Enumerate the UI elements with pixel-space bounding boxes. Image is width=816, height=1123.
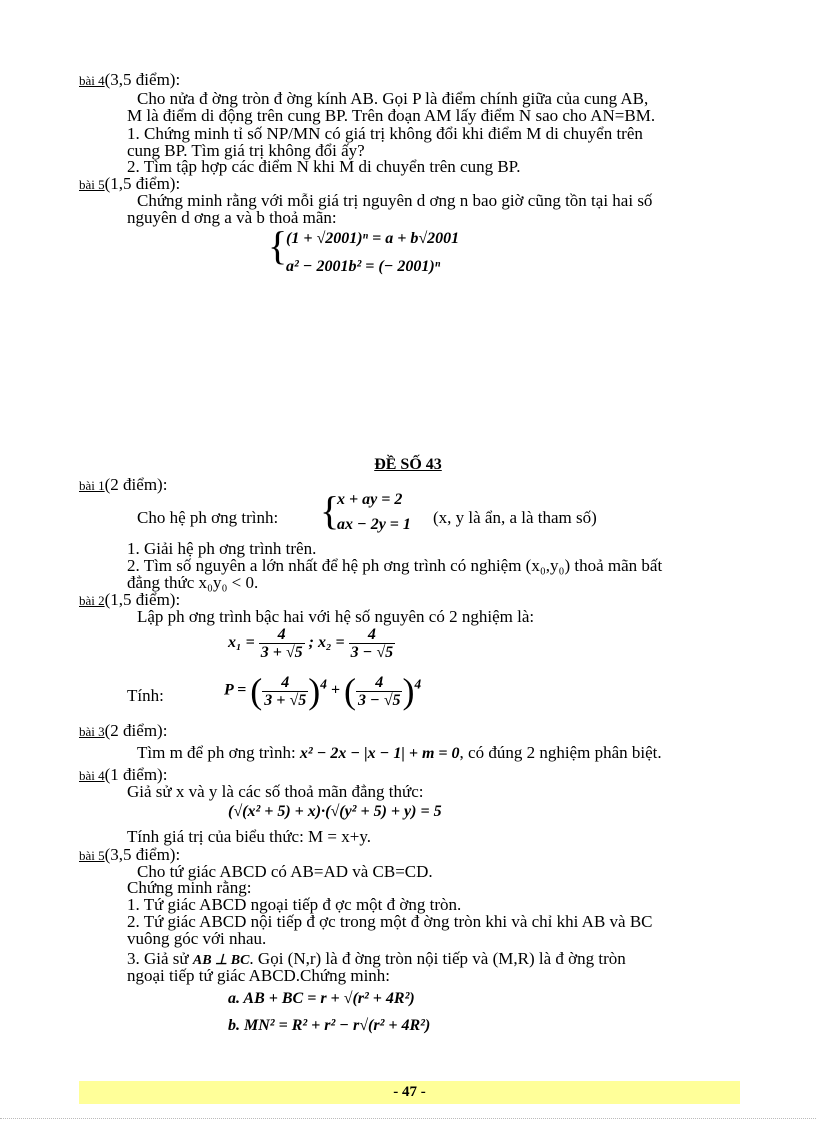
fraction	[356, 674, 402, 709]
numerator: 4	[356, 674, 402, 692]
plus: +	[330, 681, 340, 699]
equation: b. MN² = R² + r² − r√(r² + 4R²)	[228, 1017, 431, 1034]
fraction	[262, 674, 308, 709]
fraction	[349, 626, 395, 661]
text-line	[137, 744, 662, 763]
denominator: 3 + √5	[260, 644, 303, 661]
numerator: 4	[262, 674, 308, 692]
paren: )	[402, 671, 415, 711]
text-line: Cho hệ ph ơng trình:	[137, 508, 279, 527]
text-line: Lập ph ơng trình bậc hai với hệ số nguyên có 2 nghiệm là:	[137, 607, 535, 626]
problem-header	[79, 71, 180, 90]
fraction	[259, 626, 305, 661]
problem-label: bài 5	[79, 177, 105, 192]
paren: (	[344, 671, 356, 711]
brace: {	[320, 488, 340, 533]
text-line: vuông góc với nhau.	[127, 929, 267, 948]
problem-label: bài 1	[79, 478, 105, 493]
equation: AB ⊥ BC	[192, 953, 250, 968]
problem-label: bài 5	[79, 848, 105, 863]
text-span: Tìm m để ph ơng trình:	[137, 743, 296, 762]
text-line: 1. Tứ giác ABCD ngoại tiếp đ ợc một đ ờng tròn.	[127, 895, 462, 914]
text-line: Giả sử x và y là các số thoả mãn đẳng thức:	[127, 782, 424, 801]
text-line: đẳng thức x₀y₀ < 0.	[127, 573, 259, 592]
text-span: , có đúng 2 nghiệm phân biệt.	[459, 743, 662, 762]
text-line: Tính giá trị của biểu thức: M = x+y.	[127, 827, 371, 846]
x1-label: x₁ =	[228, 634, 255, 652]
equation: x + ay = 2	[337, 491, 403, 508]
problem-points: (3,5 điểm):	[104, 845, 181, 864]
equation: (√(x² + 5) + x)·(√(y² + 5) + y) = 5	[228, 803, 442, 820]
problem-label: bài 3	[79, 724, 105, 739]
numerator: 4	[349, 626, 395, 644]
equation	[224, 670, 421, 712]
problem-header	[79, 722, 167, 741]
divider	[0, 1118, 816, 1119]
equation: a. AB + BC = r + √(r² + 4R²)	[228, 990, 415, 1007]
denominator: 3 − √5	[358, 691, 401, 709]
p-label: P =	[224, 681, 247, 699]
text-span: . Gọi (N,r) là đ ờng tròn nội tiếp và (M,R) là đ ờng tròn	[249, 949, 626, 968]
denominator: 3 − √5	[350, 644, 394, 661]
exponent: 4	[320, 676, 327, 692]
page-number: - 47 -	[393, 1084, 426, 1100]
paren: )	[308, 671, 321, 711]
exam-title: ĐỀ SỐ 43	[374, 456, 442, 473]
text-line: (x, y là ẩn, a là tham số)	[433, 508, 597, 527]
text-line: Cho nửa đ ờng tròn đ ờng kính AB. Gọi P là điểm chính giữa của cung AB,	[137, 89, 649, 108]
problem-points: (1 điểm):	[104, 765, 168, 784]
text-line: M là điểm di động trên cung BP. Trên đoạn AM lấy điểm N sao cho AN=BM.	[127, 106, 656, 125]
problem-points: (1,5 điểm):	[104, 590, 181, 609]
equation: (1 + √2001)ⁿ = a + b√2001	[286, 230, 460, 247]
text-line: Chứng minh rằng:	[127, 878, 252, 897]
brace: {	[268, 223, 288, 268]
equation: x² − 2x − |x − 1| + m = 0	[299, 745, 460, 762]
text-line: 1. Chứng minh tỉ số NP/MN có giá trị không đổi khi điểm M di chuyển trên	[127, 124, 643, 143]
denominator: 3 + √5	[264, 691, 307, 709]
numerator: 4	[259, 626, 305, 644]
text-line: nguyên d ơng a và b thoả mãn:	[127, 208, 337, 227]
problem-label: bài 4	[79, 73, 105, 88]
equation	[228, 626, 395, 661]
text-line: ngoại tiếp tứ giác ABCD.Chứng minh:	[127, 966, 391, 985]
problem-header	[79, 476, 167, 495]
text-line: Cho tứ giác ABCD có AB=AD và CB=CD.	[137, 862, 433, 881]
problem-points: (1,5 điểm):	[104, 174, 181, 193]
problem-points: (2 điểm):	[104, 721, 168, 740]
text-line: 2. Tìm số nguyên a lớn nhất để hệ ph ơng trình có nghiệm (x₀,y₀) thoả mãn bất	[127, 556, 663, 575]
text-line: Chứng minh rằng với mỗi giá trị nguyên d ơng n bao giờ cũng tồn tại hai số	[137, 191, 653, 210]
problem-label: bài 2	[79, 593, 105, 608]
text-line: 1. Giải hệ ph ơng trình trên.	[127, 539, 317, 558]
problem-label: bài 4	[79, 768, 105, 783]
problem-points: (2 điểm):	[104, 475, 168, 494]
text-line: 2. Tìm tập hợp các điểm N khi M di chuyển trên cung BP.	[127, 157, 521, 176]
text-line: cung BP. Tìm giá trị không đổi ấy?	[127, 141, 365, 160]
text-span: 3. Giả sử	[127, 949, 189, 968]
problem-points: (3,5 điểm):	[104, 70, 181, 89]
x2-label: ; x₂ =	[308, 634, 345, 652]
equation: a² − 2001b² = (− 2001)ⁿ	[286, 258, 441, 275]
text-line: Tính:	[127, 686, 164, 705]
page-footer	[79, 1081, 740, 1104]
equation: ax − 2y = 1	[337, 516, 411, 533]
text-line: 2. Tứ giác ABCD nội tiếp đ ợc trong một đ ờng tròn khi và chỉ khi AB và BC	[127, 912, 653, 931]
exponent: 4	[414, 676, 422, 692]
paren: (	[250, 671, 263, 711]
